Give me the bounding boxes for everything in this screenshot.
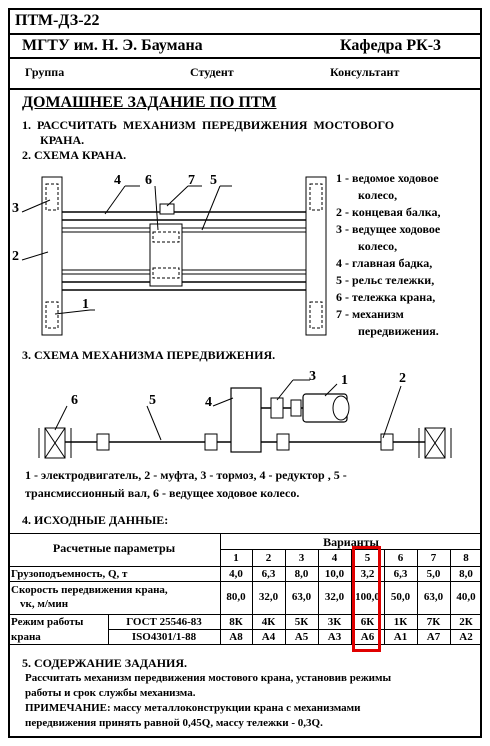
section5-line3: ПРИМЕЧАНИЕ: массу металлоконструкции крана с механизмами: [25, 702, 361, 714]
leader-4: [105, 186, 125, 214]
iso-label: ISO4301/1-88: [131, 631, 197, 643]
section5-line2: работы и срок службы механизма.: [25, 687, 196, 699]
crane-legend-line: 4 - главная бадка,: [336, 256, 433, 270]
crane-legend: [336, 170, 440, 340]
mech-callout-2: 2: [399, 371, 406, 386]
consultant-label: Консультант: [330, 65, 400, 79]
motor-end-cap: [333, 396, 349, 420]
crane-callout-2: 2: [12, 249, 19, 264]
speed-value: 63,0: [291, 591, 312, 603]
department-name: Кафедра РК-3: [340, 37, 442, 54]
section4-heading: 4. ИСХОДНЫЕ ДАННЫЕ:: [22, 513, 169, 527]
crane-callout-5: 5: [210, 173, 217, 188]
mech-callout-6: 6: [71, 393, 78, 408]
variant-number: 4: [331, 552, 338, 564]
iso-value: А1: [393, 631, 408, 643]
mechanism-legend-line2: трансмиссионный вал, 6 - ведущее ходовое колесо.: [25, 486, 300, 500]
crane-legend-line: 3 - ведущее ходовое: [336, 222, 441, 236]
speed-value: 100,0: [355, 591, 380, 603]
variants-header: Варианты: [323, 535, 379, 549]
table-line-header: [8, 566, 482, 567]
load-capacity-value: 6,3: [393, 568, 408, 580]
crane-callout-6: 6: [145, 173, 152, 188]
crane-legend-line: 1 - ведомое ходовое: [336, 171, 439, 185]
table-line-row3: [108, 629, 482, 630]
leader-7: [167, 186, 188, 206]
crane-legend-line: колесо,: [358, 239, 398, 253]
right-end-beam: [306, 177, 326, 335]
header-divider-2: [8, 57, 482, 59]
coupling-right-reducer: [277, 434, 289, 450]
speed-label-line2: vк, м/мин: [20, 598, 69, 610]
variant-number: 6: [397, 552, 404, 564]
gost-value: 3К: [327, 616, 342, 628]
load-capacity-value: 8,0: [459, 568, 473, 580]
crane-legend-line: колесо,: [358, 188, 398, 202]
table-line-row2: [8, 614, 482, 615]
params-header: Расчетные параметры: [52, 541, 176, 555]
load-capacity-value: 5,0: [426, 568, 441, 580]
mech-callout-1: 1: [341, 373, 348, 388]
load-capacity-label: Грузоподъемность, Q, т: [11, 568, 128, 580]
speed-value: 80,0: [226, 591, 246, 603]
section5-line1: Рассчитать механизм передвижения мостового крана, установив режимы: [25, 672, 392, 684]
iso-value: А6: [360, 631, 375, 643]
mode-label-line1: Режим работы: [11, 616, 84, 628]
load-capacity-value: 6,3: [261, 568, 276, 580]
crane-legend-line: передвижения.: [358, 324, 439, 338]
mode-label-line2: крана: [11, 631, 41, 643]
mech-leader-4: [213, 398, 233, 406]
university-name: МГТУ им. Н. Э. Баумана: [22, 37, 203, 54]
gost-value: 8К: [229, 616, 243, 628]
mech-callout-5: 5: [149, 393, 156, 408]
mechanism-scheme-diagram: [15, 362, 475, 470]
section2-heading: 2. СХЕМА КРАНА.: [22, 148, 127, 162]
header-divider-1: [8, 33, 482, 35]
leader-5: [202, 186, 220, 230]
brake: [271, 398, 283, 418]
table-border-top: [8, 533, 482, 534]
table-border-bottom: [8, 644, 482, 645]
variant-number: 2: [265, 552, 272, 564]
speed-value: 40,0: [456, 591, 476, 603]
iso-value: А5: [294, 631, 309, 643]
crane-callout-1: 1: [82, 297, 89, 312]
section1-line1: 1. РАССЧИТАТЬ МЕХАНИЗМ ПЕРЕДВИЖЕНИЯ МОСТОВОГО: [22, 118, 395, 132]
crane-legend-line: 2 - концевая балка,: [336, 205, 441, 219]
variant-number: 1: [233, 552, 239, 564]
mech-leader-5: [147, 406, 161, 440]
source-data-table: [8, 533, 482, 645]
load-capacity-value: 8,0: [294, 568, 309, 580]
mech-leader-6: [55, 406, 67, 430]
leader-6: [155, 186, 158, 230]
section1-line2: КРАНА.: [40, 133, 85, 147]
crane-callout-3: 3: [12, 201, 19, 216]
crane-scheme-diagram: [10, 162, 335, 347]
reducer: [231, 388, 261, 452]
mechanism-legend-line1: 1 - электродвигатель, 2 - муфта, 3 - тормоз, 4 - редуктор , 5 -: [25, 468, 347, 482]
iso-value: А8: [229, 631, 243, 643]
section5-heading: 5. СОДЕРЖАНИЕ ЗАДАНИЯ.: [22, 656, 188, 670]
trolley: [150, 224, 182, 286]
coupling-left-reducer: [205, 434, 217, 450]
load-capacity-value: 10,0: [324, 568, 345, 580]
header-divider-3: [8, 88, 482, 90]
variant-number: 8: [463, 552, 469, 564]
coupling-right-outer: [381, 434, 393, 450]
crane-legend-line: 5 - рельс тележки,: [336, 273, 435, 287]
section5-line4: передвижения принять равной 0,45Q, массу тележки - 0,3Q.: [25, 717, 323, 729]
variant-number: 5: [364, 552, 371, 564]
speed-value: 63,0: [423, 591, 444, 603]
selected-variant-highlight: [352, 546, 381, 652]
load-capacity-value: 3,2: [360, 568, 375, 580]
mech-leader-3: [277, 380, 293, 400]
left-end-beam: [42, 177, 62, 335]
mech-callout-3: 3: [309, 369, 316, 384]
gost-label: ГОСТ 25546-83: [126, 616, 202, 628]
variant-number: 3: [298, 552, 305, 564]
mech-leader-2: [383, 386, 401, 438]
speed-value: 50,0: [390, 591, 411, 603]
mech-callout-4: 4: [205, 395, 212, 410]
motor-coupling: [291, 400, 301, 416]
crane-callout-4: 4: [114, 173, 121, 188]
gost-value: 2К: [459, 616, 473, 628]
gost-value: 6К: [360, 616, 375, 628]
iso-value: А2: [459, 631, 473, 643]
doc-code: ПТМ-ДЗ-22: [15, 12, 100, 29]
group-label: Группа: [25, 65, 65, 79]
gost-value: 4К: [261, 616, 276, 628]
iso-value: А7: [426, 631, 441, 643]
crane-callout-7: 7: [188, 173, 195, 188]
speed-label-line1: Скорость передвижения крана,: [11, 584, 168, 596]
crane-legend-line: 6 - тележка крана,: [336, 290, 436, 304]
section3-heading: 3. СХЕМА МЕХАНИЗМА ПЕРЕДВИЖЕНИЯ.: [22, 348, 276, 362]
crane-legend-line: 7 - механизм: [336, 307, 404, 321]
assignment-title: ДОМАШНЕЕ ЗАДАНИЕ ПО ПТМ: [22, 94, 277, 111]
gost-value: 7К: [426, 616, 441, 628]
variant-number: 7: [430, 552, 437, 564]
coupling-left-outer: [97, 434, 109, 450]
table-line-row1: [8, 581, 482, 582]
gost-value: 1К: [393, 616, 408, 628]
speed-value: 32,0: [258, 591, 279, 603]
student-label: Студент: [190, 65, 234, 79]
iso-value: А4: [261, 631, 276, 643]
iso-value: А3: [327, 631, 342, 643]
load-capacity-value: 4,0: [229, 568, 243, 580]
gost-value: 5К: [294, 616, 309, 628]
speed-value: 32,0: [324, 591, 345, 603]
